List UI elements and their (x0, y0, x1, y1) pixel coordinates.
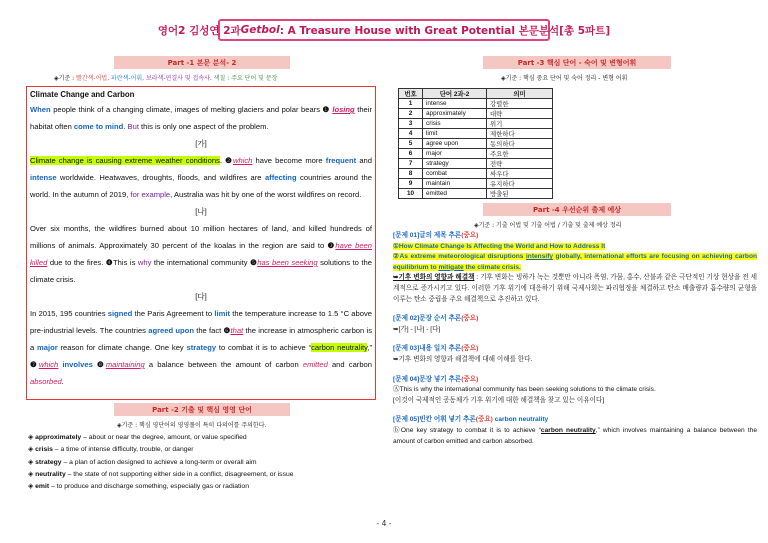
passage-paragraph-3: Over six months, the wildfires burned about 10 million hectares of land, and killed hundreds of millions of animals. Approximately 30 percent of the koalas in the region are said to ❸have been killed due to the fires. ❹This is why the international community ❺has been seeking solutions to the climate crisis. (30, 224, 372, 284)
part1-tag: Part -1 본문 분석- 2 (114, 56, 290, 69)
section-label-na: [나] (195, 207, 207, 216)
question-4-sentence: ⒶThis is why the international community has been seeking solutions to the climate crisis. (393, 386, 656, 394)
part3-criteria: ◈기준 : 핵심 중요 단어 및 숙어 정리 - 변형 어휘 (501, 75, 628, 82)
table-row: 1 intense 강렬한 (399, 99, 553, 109)
vocab-item: ◈ neutrality – the state of not supporting either side in a conflict, disagreement, or issue (28, 470, 294, 478)
section-label-ga: [가] (195, 139, 207, 148)
question-list (393, 231, 757, 447)
table-row: 8 combat 싸우다 (399, 169, 553, 179)
table-row: 4 limit 제한하다 (399, 129, 553, 139)
document-title (157, 19, 611, 41)
question-2-title: [문제 02]문장 순서 추론(중요) (393, 315, 479, 323)
question-4-translation: [이것이 국제적인 공동체가 기후 위기에 대한 해결책을 찾고 있는 이유이다] (393, 396, 605, 404)
table-row: 10 emitted 방출된 (399, 189, 553, 199)
question-1-option-2: ②As extreme meteorological disruptions intensify globally, international efforts are focusing on achieving carbon equilibrium to mitigate the climate crisis. (393, 253, 757, 271)
part4-tag: Part -4 우선순위 출제 예상 (483, 203, 671, 216)
page-number: - 4 - (376, 519, 392, 528)
question-1-note: ➥기후 변화의 영향과 해결책 : 기후 변화는 빙하가 녹는 것뿐만 아니라 폭염, 가뭄, 홍수, 산불과 같은 극단적인 기상 현상을 전 세계적으로 증가시키고 있다. 이러한 기후 위기에 대응하기 위해 국제사회는 파리협정을 체결하고 탄소 배출량과 흡수량의 균형을 이루는 탄소 중립을 주요 해결책으로 추진하고 있다. (393, 274, 757, 303)
col-header-meaning: 의미 (487, 89, 553, 99)
passage-paragraph-2: Climate change is causing extreme weather conditions. ❷which have become more frequent and intense worldwide. Heatwaves, droughts, floods, and wildfires are affecting countries around the world. In the autumn of 2019, for example, Australia was hit by one of the worst wildfires on record. (30, 156, 372, 199)
col-header-number: 번호 (399, 89, 423, 99)
vocab-item: ◈ strategy – a plan of action designed to achieve a long-term or overall aim (28, 458, 257, 466)
part1-criteria: ◈기준 : 빨간색-어법, 파란색-어휘, 보라색-연결사 및 접속사. 색칠 : 주요 단어 및 문장 (54, 75, 278, 82)
passage-paragraph-4: In 2015, 195 countries signed the Paris Agreement to limit the temperature increase to 1.5 °C above pre-industrial levels. The countries agreed upon the fact ❻that the increase in atmospheric carbon is a major reason for climate change. One key strategy to combat it is to achieve “carbon neutrality,” ❼which involves ❽maintaining a balance between the amount of carbon emitted and carbon absorbed. (30, 309, 372, 386)
vocab-item: ◈ approximately – about or near the degree, amount, or value specified (28, 434, 247, 441)
question-3-title: [문제 03]내용 일치 추론(중요) (393, 345, 479, 353)
col-header-word: 단어 2과-2 (423, 89, 487, 99)
title-italic: Getbol (240, 24, 280, 36)
question-1-title: [문제 01]글의 제목 추론(중요) (393, 232, 479, 239)
question-4-title: [문제 04]문장 넣기 추론(중요) (393, 375, 479, 383)
table-row: 9 maintain 유지하다 (399, 179, 553, 189)
question-1-option-1: ①How Climate Change Is Affecting the World and How to Address It (393, 242, 606, 250)
vocab-table (398, 88, 553, 199)
question-5-title: [문제 05]빈칸 어휘 넣기 추론(중요) carbon neutrality (393, 416, 549, 424)
vocab-list (28, 432, 376, 493)
title-pre: 영어2 김성연 2과 (157, 24, 241, 37)
table-row: 2 approximately 대략 (399, 109, 553, 119)
passage-heading: Climate Change and Carbon (30, 90, 135, 99)
question-2-answer: ➥[가] - [나] - [다] (393, 325, 441, 333)
part3-tag: Part -3 핵심 단어 - 숙어 및 변형어휘 (483, 56, 671, 69)
section-label-da: [다] (195, 292, 207, 301)
part2-tag: Part -2 기출 및 핵심 영영 단어 (114, 403, 290, 416)
passage-box (26, 86, 376, 400)
table-row: 6 major 주요한 (399, 149, 553, 159)
part4-criteria: ◈기준 : 기출 어법 및 기출 어법 / 기출 및 출제 예상 정리 (474, 222, 622, 229)
table-row: 3 crisis 위기 (399, 119, 553, 129)
question-3-answer: ➥기후 변화의 영향과 해결책에 대해 이해를 한다. (393, 355, 533, 363)
vocab-item: ◈ emit – to produce and discharge something, especially gas or radiation (28, 483, 249, 491)
table-row: 7 strategy 전략 (399, 159, 553, 169)
title-post: : A Treasure House with Great Potential 본문분석[총 5파트] (279, 24, 611, 37)
passage-paragraph-1: When people think of a changing climate, images of melting glaciers and polar bears ❶ losing their habitat often come to mind. But this is only one aspect of the problem. (30, 105, 372, 131)
vocab-item: ◈ crisis – a time of intense difficulty, trouble, or danger (28, 446, 194, 454)
table-row: 5 agree upon 동의하다 (399, 139, 553, 149)
question-5-sentence: ⓑOne key strategy to combat it is to achieve “carbon neutrality,” which involves maintaining a balance between the amount of carbon emitted and carbon absorbed. (393, 426, 757, 445)
part2-criteria: ◈기준 : 핵심 영단어의 영영풀이 특히 다의어를 주의한다. (117, 422, 267, 429)
